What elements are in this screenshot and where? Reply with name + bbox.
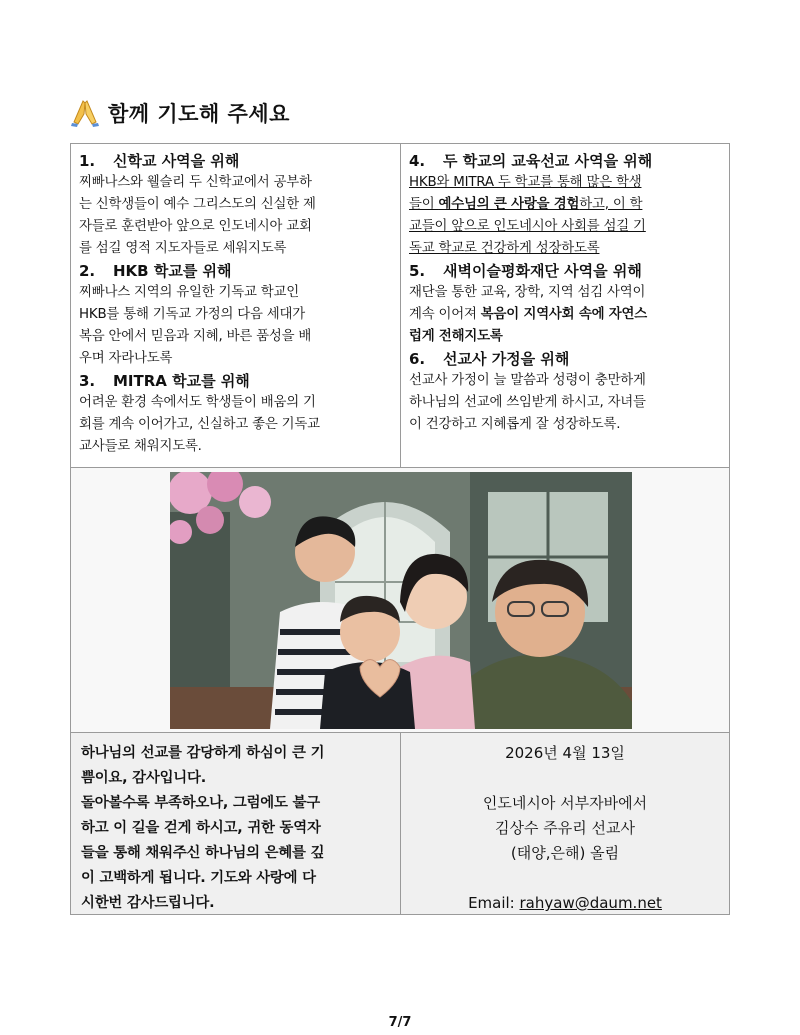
signature-block [400, 732, 730, 915]
prayer-item-title: 3. MITRA 학교를 위해 [79, 372, 250, 390]
prayer-item-text: 어려운 환경 속에서도 학생들이 배움의 기 회를 계속 이어가고, 신실하고 좋은 기독교 교사들로 채워지도록. [79, 395, 320, 454]
email-line: Email: rahyaw@daum.net [468, 894, 662, 912]
email-link[interactable]: rahyaw@daum.net [519, 894, 662, 912]
prayer-item-title: 6. 선교사 가정을 위해 [409, 350, 570, 368]
page-title: 함께 기도해 주세요 [108, 102, 290, 126]
photo-cell [70, 467, 730, 733]
prayer-item-text: 재단을 통한 교육, 장학, 지역 섬김 사역이 계속 이어져 복음이 지역사회 속에 자연스 럽게 전해지도록 [409, 285, 648, 344]
prayer-item-title: 4. 두 학교의 교육선교 사역을 위해 [409, 152, 653, 170]
prayer-item-text: HKB와 MITRA 두 학교를 통해 많은 학생 들이 예수님의 큰 사랑을 경험하고, 이 학 교들이 앞으로 인도네시아 사회를 섬길 기 독교 학교로 건강하게 성장하도록 [409, 175, 646, 256]
prayer-item-title: 5. 새벽이슬평화재단 사역을 위해 [409, 262, 642, 280]
prayer-item-text: 선교사 가정이 늘 말씀과 성령이 충만하게 하나님의 선교에 쓰임받게 하시고, 자녀들 이 건강하고 지혜롭게 잘 성장하도록. [409, 373, 646, 432]
family-photo [170, 472, 632, 729]
prayer-item-text: 찌빠나스와 웰슬리 두 신학교에서 공부하 는 신학생들이 예수 그리스도의 신실한 제 자들로 훈련받아 앞으로 인도네시아 교회 를 섬길 영적 지도자들로 세워지도록 [79, 175, 316, 256]
prayer-list-right [400, 143, 730, 468]
signature-children: (태양,은해) 올림 [510, 844, 620, 862]
praying-hands-icon [70, 98, 100, 128]
page-number: 7/7 [388, 1015, 412, 1030]
prayer-item-text: 찌빠나스 지역의 유일한 기독교 학교인 HKB를 통해 기독교 가정의 다음 세대가 복음 안에서 믿음과 지혜, 바른 품성을 배 우며 자라나도록 [79, 285, 312, 366]
signature-place: 인도네시아 서부자바에서 [482, 794, 648, 812]
signature-names: 김상수 주유리 선교사 [495, 819, 635, 837]
prayer-item-title: 1. 신학교 사역을 위해 [79, 152, 240, 170]
prayer-item-title: 2. HKB 학교를 위해 [79, 262, 232, 280]
section-heading [70, 96, 290, 130]
prayer-list-left [70, 143, 401, 468]
thanks-message: 하나님의 선교를 감당하게 하심이 큰 기 쁨이요, 감사입니다. 돌아볼수록 부족하오나, 그럼에도 불구 하고 이 길을 걷게 하시고, 귀한 동역자 들을 통해 채워주신 하나님의 은혜를 깊 이 고백하게 됩니다. 기도와 사랑에 다 시한번 감사드립니다. [70, 732, 401, 915]
letter-date: 2026년 4월 13일 [505, 744, 625, 762]
